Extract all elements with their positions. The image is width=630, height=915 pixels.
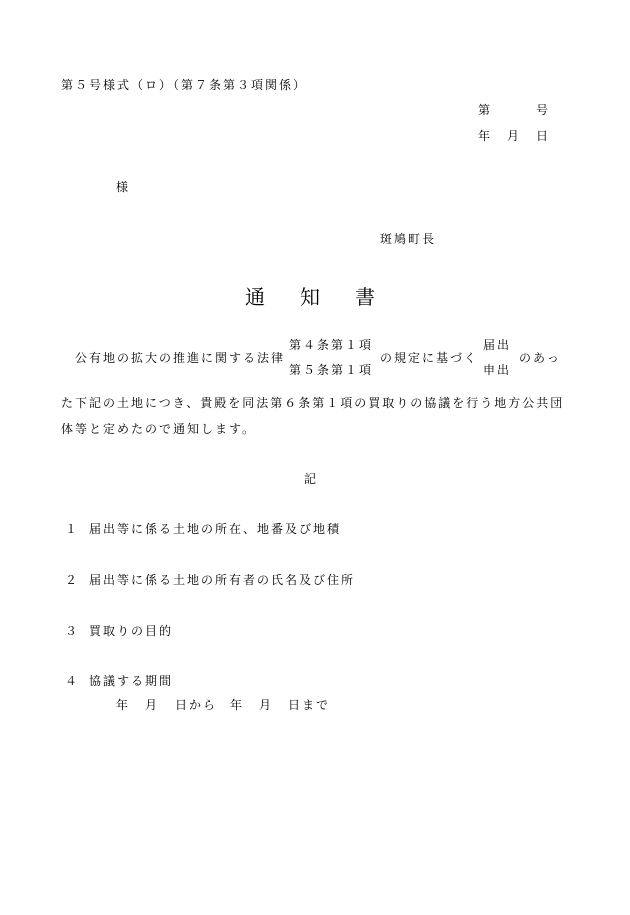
period-year-1: 年: [116, 698, 129, 712]
item-3-text: 買取りの目的: [89, 624, 174, 638]
notice-option-2: 申出: [483, 363, 512, 377]
form-header: 第５号様式（ロ）（第７条第３項関係）: [61, 78, 308, 92]
addressee-suffix: 様: [116, 180, 129, 194]
body-prefix: 公有地の拡大の推進に関する法律: [75, 351, 286, 365]
item-1-number: １: [65, 522, 78, 536]
item-2-text: 届出等に係る土地の所有者の氏名及び住所: [89, 573, 356, 587]
item-3-number: ３: [65, 624, 78, 638]
date-year: 年: [478, 129, 491, 143]
period-day-from: 日から: [175, 698, 218, 712]
period-year-2: 年: [230, 698, 243, 712]
title-char-1: 通: [245, 285, 265, 309]
item-4-number: ４: [65, 674, 78, 688]
date-day: 日: [536, 129, 549, 143]
body-middle: の規定に基づく: [380, 351, 479, 365]
period-month-1: 月: [145, 698, 158, 712]
title-char-3: 書: [355, 285, 375, 309]
issuer: 斑鳩町長: [380, 232, 437, 246]
item-2-number: ２: [65, 573, 78, 587]
period-month-2: 月: [259, 698, 272, 712]
period-day-until: 日まで: [288, 698, 331, 712]
item-1-text: 届出等に係る土地の所在、地番及び地積: [89, 522, 342, 536]
body-suffix: のあっ: [519, 351, 561, 365]
clause-option-2: 第５条第１項: [289, 363, 374, 377]
doc-number-dai: 第: [478, 103, 491, 117]
date-month: 月: [507, 129, 520, 143]
title-char-2: 知: [300, 285, 320, 309]
body-line-2: た下記の土地につき、貴殿を同法第６条第１項の買取りの協議を行う地方公共団: [61, 396, 565, 410]
doc-number-go: 号: [536, 103, 549, 117]
clause-option-1: 第４条第１項: [289, 338, 374, 352]
body-line-3: 体等と定めたので通知します。: [61, 422, 257, 436]
notice-option-1: 届出: [483, 338, 512, 352]
ki-heading: 記: [304, 472, 317, 486]
item-4-text: 協議する期間: [89, 674, 174, 688]
